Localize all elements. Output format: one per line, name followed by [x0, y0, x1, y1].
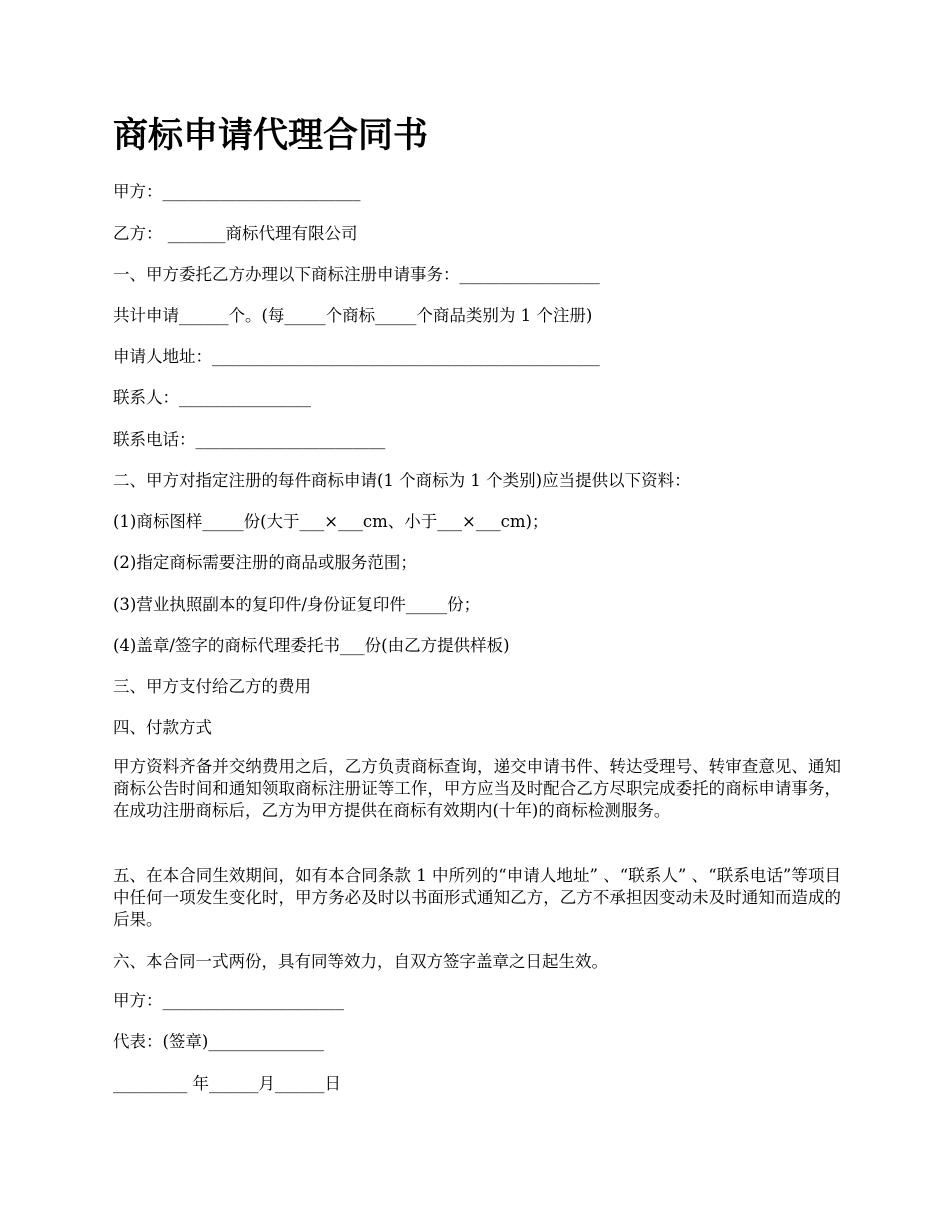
party-a-line: 甲方：________________________ — [113, 182, 361, 201]
signature-party-a-line: 甲方：______________________ — [113, 991, 344, 1010]
clause-5-paragraph: 五、在本合同生效期间，如有本合同条款 1 中所列的“申请人地址” 、“联系人” 、“联系电话”等项目中任何一项发生变化时，甲方务必及时以书面形式通知乙方，乙方不承担因变动未及时通知而造成的后果。 — [113, 866, 841, 929]
clause-2-heading: 二、甲方对指定注册的每件商标申请(1 个商标为 1 个类别)应当提供以下资料： — [113, 471, 691, 490]
clause-4-heading: 四、付款方式 — [113, 718, 212, 737]
party-b-line: 乙方： _______商标代理有限公司 — [113, 224, 358, 243]
representative-signature-line: 代表：(签章)______________ — [113, 1032, 324, 1051]
application-count-line: 共计申请______个。(每_____个商标_____个商品类别为 1 个注册) — [113, 306, 593, 325]
clause-1-heading: 一、甲方委托乙方办理以下商标注册申请事务：_________________ — [113, 265, 600, 284]
requirement-2: (2)指定商标需要注册的商品或服务范围； — [113, 553, 417, 572]
requirement-1: (1)商标图样_____份(大于___×___cm、小于___×___cm)； — [113, 512, 549, 531]
clause-3-heading: 三、甲方支付给乙方的费用 — [113, 677, 311, 696]
contact-phone-line: 联系电话：_______________________ — [113, 430, 386, 449]
payment-paragraph: 甲方资料齐备并交纳费用之后，乙方负责商标查询，递交申请书件、转达受理号、转审查意见、通知商标公告时间和通知领取商标注册证等工作，甲方应当及时配合乙方尽职完成委托的商标申请事务，在成功注册商标后，乙方为甲方提供在商标有效期内(十年)的商标检测服务。 — [113, 757, 841, 820]
date-line: _________ 年______月______日 — [113, 1074, 341, 1093]
requirement-4: (4)盖章/签字的商标代理委托书___份(由乙方提供样板) — [113, 636, 510, 655]
clause-6-line: 六、本合同一式两份，具有同等效力，自双方签字盖章之日起生效。 — [113, 952, 608, 971]
applicant-address-line: 申请人地址：_______________________________________________ — [113, 347, 600, 366]
requirement-3: (3)营业执照副本的复印件/身份证复印件_____份； — [113, 595, 481, 614]
document-title: 商标申请代理合同书 — [113, 116, 429, 156]
contact-person-line: 联系人：________________ — [113, 388, 311, 407]
